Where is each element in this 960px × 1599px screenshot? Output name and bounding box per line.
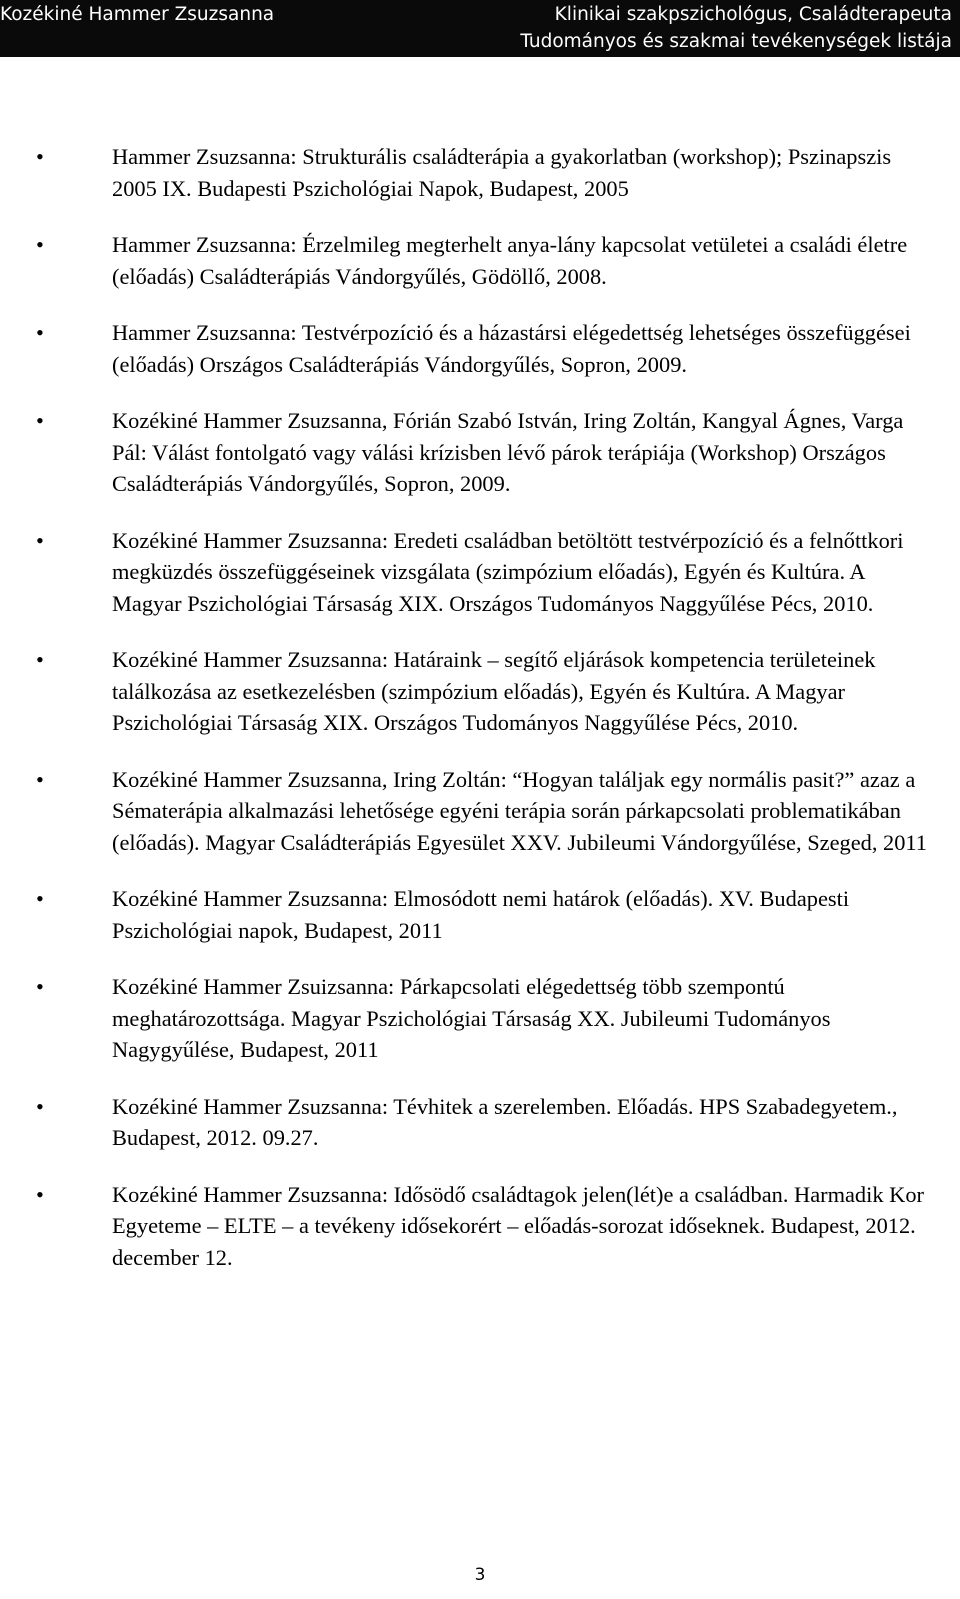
page-number: 3 bbox=[474, 1565, 486, 1585]
bullet-icon: • bbox=[36, 320, 44, 345]
list-item-text: Hammer Zsuzsanna: Testvérpozíció és a házastársi elégedettség lehetséges összefüggései (előadás) Országos Családterápiás Vándorgyűlés, Sopron, 2009. bbox=[112, 320, 911, 377]
list-item bbox=[0, 405, 960, 500]
bullet-icon: • bbox=[36, 647, 44, 672]
list-item-text: Kozékiné Hammer Zsuzsanna: Idősödő családtagok jelen(lét)e a családban. Harmadik Kor Egyeteme – ELTE – a tevékeny idősekorért – előadás-sorozat időseknek. Budapest, 2012. december 12. bbox=[112, 1181, 924, 1270]
list-item bbox=[0, 644, 960, 739]
list-item bbox=[0, 1091, 960, 1154]
bullet-icon: • bbox=[36, 974, 44, 999]
activity-list-section bbox=[0, 141, 960, 1298]
list-item bbox=[0, 229, 960, 292]
list-item bbox=[0, 1179, 960, 1274]
bullet-icon: • bbox=[36, 232, 44, 257]
list-item-text: Kozékiné Hammer Zsuzsanna, Iring Zoltán: “Hogyan találjak egy normális pasit?” azaz a Sématerápia alkalmazási lehetősége egyéni terápia során párkapcsolati problematikában (előadás). Magyar Családterápiás Egyesület XXV. Jubileumi Vándorgyűlése, Szeged, 2011 bbox=[112, 766, 927, 855]
bullet-icon: • bbox=[36, 1093, 44, 1119]
activity-list bbox=[0, 141, 960, 1273]
list-item-text: Hammer Zsuzsanna: Érzelmileg megterhelt anya-lány kapcsolat vetületei a családi életre (előadás) Családterápiás Vándorgyűlés, Gödöllő, 2008. bbox=[112, 232, 908, 289]
list-item-text: Kozékiné Hammer Zsuzsanna: Elmosódott nemi határok (előadás). XV. Budapesti Pszichológiai napok, Budapest, 2011 bbox=[112, 886, 850, 943]
bullet-icon: • bbox=[36, 527, 44, 553]
list-item bbox=[0, 317, 960, 380]
list-item-text: Kozékiné Hammer Zsuzsanna: Határaink – segítő eljárások kompetencia területeinek találkozása az esetkezelésben (szimpózium előadás), Egyén és Kultúra. A Magyar Pszichológiai Társaság XIX. Országos Tudományos Naggyűlése Pécs, 2010. bbox=[112, 647, 876, 735]
header-author: Kozékiné Hammer Zsuzsanna bbox=[0, 4, 275, 25]
list-item bbox=[0, 141, 960, 204]
bullet-icon: • bbox=[36, 886, 44, 911]
list-item-text: Hammer Zsuzsanna: Strukturális családterápia a gyakorlatban (workshop); Pszinapszis 2005 IX. Budapesti Pszichológiai Napok, Budapest, 2005 bbox=[112, 144, 892, 201]
list-item bbox=[0, 971, 960, 1066]
bullet-icon: • bbox=[36, 1181, 44, 1207]
bullet-icon: • bbox=[36, 144, 44, 169]
list-item-text: Kozékiné Hammer Zsuzsanna: Eredeti családban betöltött testvérpozíció és a felnőttkori megküzdés összefüggéseinek vizsgálata (szimpózium előadás), Egyén és Kultúra. A Magyar Pszichológiai Társaság XIX. Országos Tudományos Naggyűlése Pécs, 2010. bbox=[112, 527, 904, 616]
list-item-text: Kozékiné Hammer Zsuizsanna: Párkapcsolati elégedettség több szempontú meghatározottsága. Magyar Pszichológiai Társaság XX. Jubileumi Tudományos Nagygyűlése, Budapest, 2011 bbox=[112, 974, 831, 1062]
list-item bbox=[0, 525, 960, 620]
bullet-icon: • bbox=[36, 408, 44, 433]
page-header bbox=[0, 0, 960, 78]
list-item bbox=[0, 764, 960, 859]
header-subtitle: Tudományos és szakmai tevékenységek listája bbox=[520, 31, 952, 52]
bullet-icon: • bbox=[36, 766, 44, 792]
header-title: Klinikai szakpszichológus, Családterapeuta bbox=[554, 4, 952, 25]
list-item bbox=[0, 883, 960, 946]
list-item-text: Kozékiné Hammer Zsuzsanna, Fórián Szabó István, Iring Zoltán, Kangyal Ágnes, Varga Pál: Válást fontolgató vagy válási krízisben lévő párok terápiája (Workshop) Országos Családterápiás Vándorgyűlés, Sopron, 2009. bbox=[112, 408, 904, 496]
list-item-text: Kozékiné Hammer Zsuzsanna: Tévhitek a szerelemben. Előadás. HPS Szabadegyetem., Budapest, 2012. 09.27. bbox=[112, 1093, 898, 1150]
